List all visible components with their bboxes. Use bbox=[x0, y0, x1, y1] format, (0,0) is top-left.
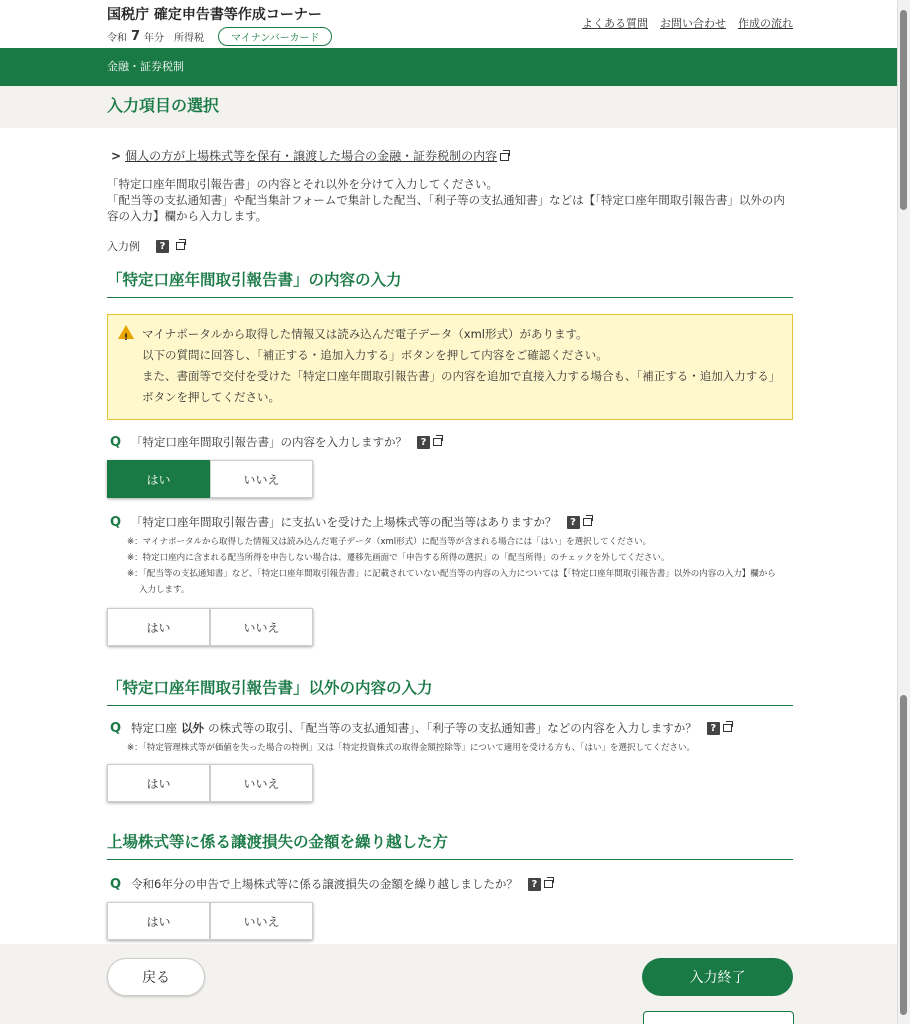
back-button[interactable]: 戻る bbox=[107, 958, 205, 996]
note-line: ※：「特定管理株式等が価値を失った場合の特例」又は「特定投資株式の取得金額控除等」について適用を受ける方も、「はい」を選択してください。 bbox=[127, 743, 695, 753]
notice-line-1: マイナポータルから取得した情報又は読み込んだ電子データ（xml形式）があります。 bbox=[142, 327, 588, 341]
question-2 bbox=[107, 514, 793, 530]
info-link[interactable]: 個人の方が上場株式等を保有・譲渡した場合の金融・証券税制の内容 bbox=[125, 149, 498, 163]
notice-line-3: また、書面等で交付を受けた「特定口座年間取引報告書」の内容を追加で直接入力する場合も、「補正する・追加入力する」 bbox=[142, 369, 781, 383]
note-line: ※：特定口座内に含まれる配当所得を申告しない場合は、遷移先画面で「申告する所得の選択」の「配当所得」のチェックを外してください。 bbox=[127, 553, 670, 563]
question-text: 「特定口座年間取引報告書」の内容を入力しますか？ bbox=[131, 435, 408, 449]
flow-link[interactable]: 作成の流れ bbox=[738, 17, 793, 30]
answer-toggle-q3 bbox=[107, 764, 313, 802]
tax-year: 7 bbox=[131, 29, 141, 44]
answer-toggle-q4 bbox=[107, 902, 313, 940]
scrollbar-thumb[interactable] bbox=[900, 695, 907, 1015]
note-line: 入力します。 bbox=[139, 585, 190, 595]
intro-line-1: 「特定口座年間取引報告書」の内容とそれ以外を分けて入力してください。 bbox=[107, 177, 498, 191]
no-button[interactable]: いいえ bbox=[210, 764, 313, 802]
site-title: 国税庁 確定申告書等作成コーナー bbox=[107, 7, 322, 23]
question-text: 「特定口座年間取引報告書」に支払いを受けた上場株式等の配当等はありますか？ bbox=[131, 515, 557, 529]
help-icon[interactable]: ? bbox=[567, 516, 580, 529]
era-prefix: 令和 bbox=[107, 33, 127, 44]
example-row bbox=[107, 238, 793, 254]
year-suffix: 年分 bbox=[144, 33, 165, 44]
question-3 bbox=[107, 720, 793, 736]
scrollbar-thumb-top[interactable] bbox=[900, 10, 907, 210]
yes-button[interactable]: はい bbox=[107, 460, 210, 498]
header bbox=[0, 0, 910, 48]
external-window-icon bbox=[544, 880, 553, 888]
section-heading-other: 「特定口座年間取引報告書」以外の内容の入力 bbox=[107, 676, 793, 706]
q-marker: Q bbox=[110, 434, 122, 450]
external-window-icon bbox=[433, 438, 442, 446]
answer-toggle-q1 bbox=[107, 460, 313, 498]
header-links bbox=[582, 15, 793, 31]
no-button[interactable]: いいえ bbox=[210, 608, 313, 646]
question-3-note bbox=[107, 740, 793, 756]
intro-text bbox=[107, 176, 793, 224]
note-line: ※：マイナポータルから取得した情報又は読み込んだ電子データ（xml形式）に配当等が含まれる場合には「はい」を選択してください。 bbox=[127, 537, 652, 547]
warning-icon: ! bbox=[118, 325, 134, 339]
tax-type: 所得税 bbox=[174, 33, 205, 44]
help-icon[interactable]: ? bbox=[707, 722, 720, 735]
secondary-button-partial[interactable] bbox=[643, 1011, 794, 1024]
external-window-icon bbox=[583, 518, 592, 526]
question-text-post: の株式等の取引、「配当等の支払通知書」、「利子等の支払通知書」などの内容を入力しますか？ bbox=[208, 721, 697, 735]
external-window-icon bbox=[500, 153, 509, 161]
intro-line-2: 「配当等の支払通知書」や配当集計フォームで集計した配当、「利子等の支払通知書」などは【「特定口座年間取引報告書」以外の内容の入力】欄から入力します。 bbox=[107, 193, 785, 223]
external-window-icon bbox=[723, 724, 732, 732]
yes-button[interactable]: はい bbox=[107, 902, 210, 940]
section-heading-report: 「特定口座年間取引報告書」の内容の入力 bbox=[107, 268, 793, 298]
data-available-notice bbox=[107, 314, 793, 420]
answer-toggle-q2 bbox=[107, 608, 313, 646]
yes-button[interactable]: はい bbox=[107, 764, 210, 802]
section-heading-carryover: 上場株式等に係る譲渡損失の金額を繰り越した方 bbox=[107, 830, 793, 860]
help-icon[interactable]: ? bbox=[156, 240, 169, 253]
contact-link[interactable]: お問い合わせ bbox=[660, 17, 726, 30]
page-title-bar bbox=[0, 86, 910, 128]
external-window-icon bbox=[176, 242, 185, 250]
q-marker: Q bbox=[110, 720, 122, 736]
question-text-emphasis: 以外 bbox=[181, 721, 205, 735]
notice-line-2: 以下の質問に回答し、「補正する・追加入力する」ボタンを押して内容をご確認ください。 bbox=[142, 348, 608, 362]
category-bar: 金融・証券税制 bbox=[0, 48, 910, 86]
question-1 bbox=[107, 434, 793, 450]
info-link-row[interactable] bbox=[107, 147, 793, 164]
example-label: 入力例 bbox=[107, 240, 140, 253]
page-title: 入力項目の選択 bbox=[107, 96, 220, 115]
scrollbar[interactable] bbox=[897, 0, 910, 1024]
finish-input-button[interactable]: 入力終了 bbox=[642, 958, 793, 996]
question-2-notes bbox=[107, 534, 793, 598]
faq-link[interactable]: よくある質問 bbox=[582, 17, 648, 30]
help-icon[interactable]: ? bbox=[528, 878, 541, 891]
footer-bar bbox=[0, 944, 897, 1024]
question-text-pre: 特定口座 bbox=[131, 721, 178, 735]
no-button[interactable]: いいえ bbox=[210, 460, 313, 498]
mynumber-card-badge: マイナンバーカード bbox=[218, 27, 332, 46]
question-4 bbox=[107, 876, 793, 892]
q-marker: Q bbox=[110, 514, 122, 530]
help-icon[interactable]: ? bbox=[417, 436, 430, 449]
q-marker: Q bbox=[110, 876, 122, 892]
tax-year-info bbox=[107, 27, 332, 46]
no-button[interactable]: いいえ bbox=[210, 902, 313, 940]
yes-button[interactable]: はい bbox=[107, 608, 210, 646]
note-line: ※：「配当等の支払通知書」など、「特定口座年間取引報告書」に記載されていない配当等の内容の入力については【「特定口座年間取引報告書」以外の内容の入力】欄から bbox=[127, 569, 776, 579]
question-text: 令和6年分の申告で上場株式等に係る譲渡損失の金額を繰り越しましたか？ bbox=[131, 877, 518, 891]
notice-line-4: ボタンを押してください。 bbox=[142, 390, 280, 404]
chevron-right-icon: > bbox=[111, 149, 122, 163]
main-content bbox=[0, 147, 910, 940]
